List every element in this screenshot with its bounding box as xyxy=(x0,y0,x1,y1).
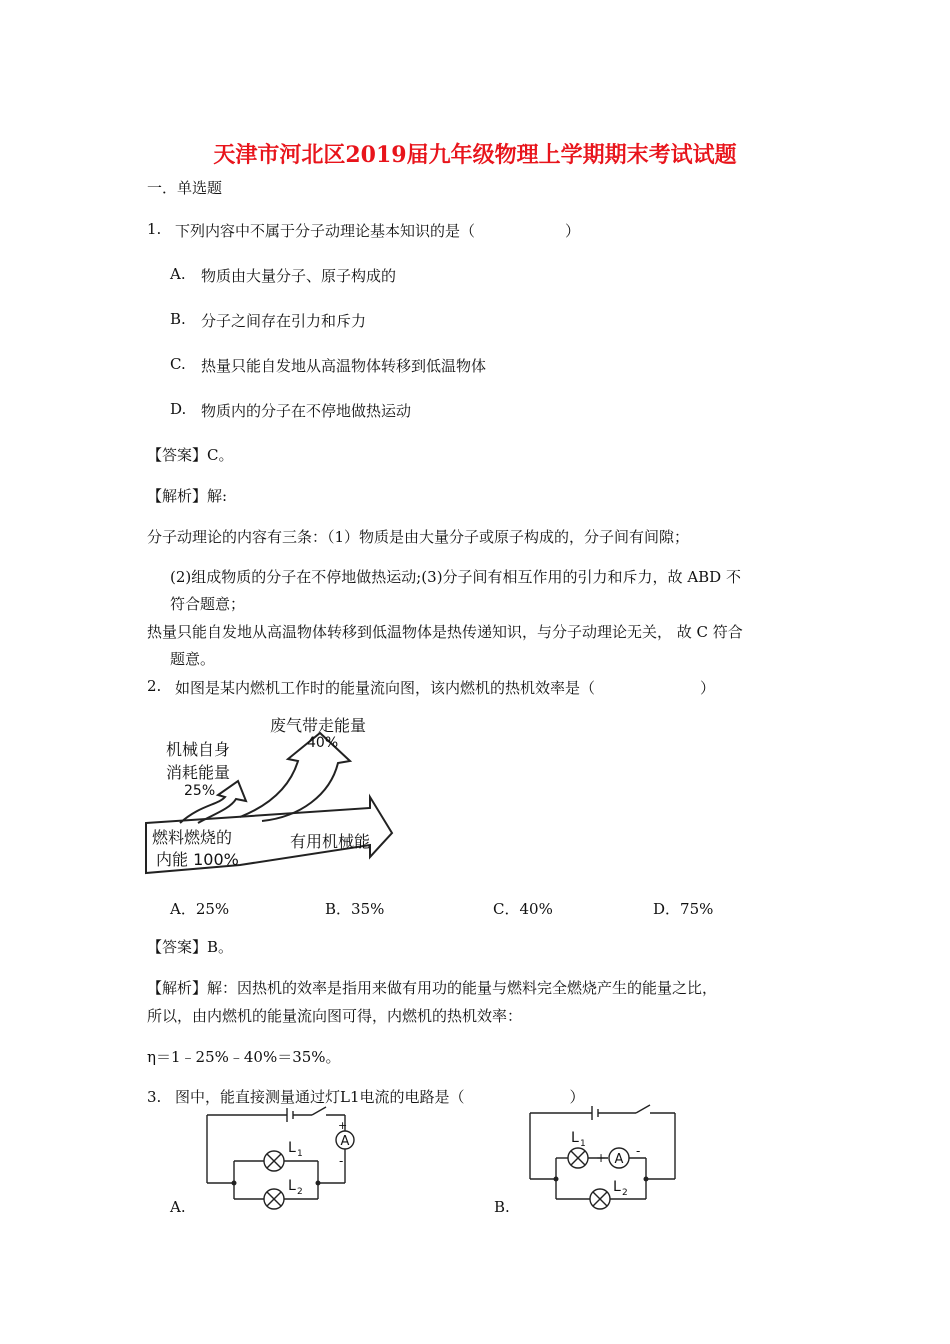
l2-subscript: 2 xyxy=(297,1187,303,1197)
l1-label: L xyxy=(571,1130,579,1146)
mechanical-loss-label: 机械自身 xyxy=(166,740,231,759)
exhaust-percent: 40% xyxy=(307,735,339,751)
ammeter-minus: - xyxy=(636,1144,641,1158)
q3-option-a: A. xyxy=(170,1198,186,1216)
ammeter-minus: - xyxy=(339,1154,344,1168)
exhaust-label: 废气带走能量 xyxy=(270,716,367,735)
ammeter-plus: + xyxy=(338,1119,348,1132)
q1-number: 1. xyxy=(147,220,162,238)
l1-subscript: 1 xyxy=(580,1139,586,1149)
q1-analysis-line: 热量只能自发地从高温物体转移到低温物体是热传递知识，与分子动理论无关， 故 C 符合 xyxy=(147,623,743,641)
fuel-energy-label: 燃料燃烧的 xyxy=(152,828,233,847)
l1-label: L xyxy=(288,1140,296,1156)
q2-analysis-line: 【解析】解：因热机的效率是指用来做有用功的能量与燃料完全燃烧产生的能量之比， xyxy=(147,979,718,997)
q1-option-b-letter: B. xyxy=(170,310,186,328)
q1-stem: 下列内容中不属于分子动理论基本知识的是（ ） xyxy=(175,222,581,240)
q1-option-a-letter: A. xyxy=(170,265,186,283)
q2-option-d: D．75% xyxy=(653,900,714,918)
q1-option-c-letter: C. xyxy=(170,355,186,373)
q2-efficiency-formula: η＝1﹣25%﹣40%＝35%。 xyxy=(147,1048,341,1066)
switch xyxy=(312,1107,326,1115)
circuit-b xyxy=(524,1100,684,1215)
mechanical-loss-percent: 25% xyxy=(184,783,216,799)
q1-analysis-head: 【解析】解: xyxy=(147,487,228,505)
l1-subscript: 1 xyxy=(297,1149,303,1159)
q1-option-d-text: 物质内的分子在不停地做热运动 xyxy=(201,402,412,420)
ammeter-plus: + xyxy=(596,1151,607,1165)
q1-analysis-line: 题意。 xyxy=(170,650,216,668)
circuit-a xyxy=(200,1103,365,1215)
q2-answer: 【答案】B。 xyxy=(147,938,234,956)
q1-analysis-line: (2)组成物质的分子在不停地做热运动;(3)分子间有相互作用的引力和斥力，故 ABD 不 xyxy=(170,568,741,586)
q1-option-d-letter: D. xyxy=(170,400,187,418)
mechanical-loss-label: 消耗能量 xyxy=(166,763,231,782)
q3-stem: 图中，能直接测量通过灯L1电流的电路是（ ） xyxy=(175,1088,585,1106)
q2-option-c: C．40% xyxy=(493,900,553,918)
useful-energy-label: 有用机械能 xyxy=(290,832,371,851)
l2-label: L xyxy=(613,1179,621,1195)
q2-option-b: B．35% xyxy=(325,900,385,918)
l2-subscript: 2 xyxy=(622,1188,628,1198)
section-heading: 一．单选题 xyxy=(147,179,223,197)
ammeter-symbol: A xyxy=(614,1152,624,1167)
q2-option-a: A．25% xyxy=(170,900,230,918)
q3-number: 3. xyxy=(147,1088,162,1106)
q1-analysis-line: 分子动理论的内容有三条：（1）物质是由大量分子或原子构成的，分子间有间隙； xyxy=(147,528,690,546)
q1-analysis-line: 符合题意； xyxy=(170,595,246,613)
q1-option-c-text: 热量只能自发地从高温物体转移到低温物体 xyxy=(201,357,487,375)
page-title: 天津市河北区2019届九年级物理上学期期末考试试题 xyxy=(213,142,737,168)
q1-option-b-text: 分子之间存在引力和斥力 xyxy=(201,312,367,330)
q1-option-a-text: 物质由大量分子、原子构成的 xyxy=(201,267,397,285)
q1-answer: 【答案】C。 xyxy=(147,446,234,464)
q2-analysis-line: 所以，由内燃机的能量流向图可得，内燃机的热机效率： xyxy=(147,1007,523,1025)
ammeter-symbol: A xyxy=(340,1134,350,1149)
q2-stem: 如图是某内燃机工作时的能量流向图，该内燃机的热机效率是（ ） xyxy=(175,679,716,697)
fuel-energy-label: 内能 100% xyxy=(156,850,239,869)
energy-flow-diagram xyxy=(140,705,400,880)
switch xyxy=(636,1105,650,1113)
l2-label: L xyxy=(288,1178,296,1194)
q2-number: 2. xyxy=(147,677,162,695)
q3-option-b: B. xyxy=(494,1198,510,1216)
